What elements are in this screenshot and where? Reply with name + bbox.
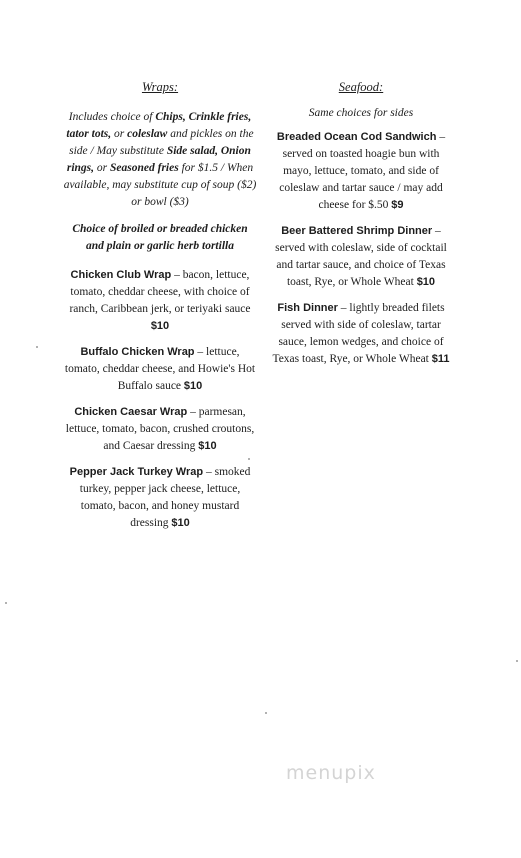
item-price: $9 [391, 199, 404, 211]
item-description: – lightly breaded filets served with side of coleslaw, tartar sauce, lemon wedges, and choice of Texas toast, Rye, or Whole Wheat [272, 302, 445, 365]
scan-speck [265, 712, 267, 714]
item-description: – served on toasted hoagie bun with mayo, lettuce, tomato, and side of coleslaw and tartar sauce / may add cheese for $.50 [279, 131, 446, 211]
item-name: Pepper Jack Turkey Wrap [69, 466, 204, 478]
item-name: Breaded Ocean Cod Sandwich [276, 131, 437, 143]
item-price: $11 [431, 353, 450, 365]
wraps-choice-note: Choice of broiled or breaded chicken and plain or garlic herb tortilla [72, 223, 248, 252]
item-price: $10 [150, 320, 170, 332]
wraps-heading: Wraps: [141, 80, 179, 94]
item-description: – lettuce, tomato, cheddar cheese, and Howie's Hot Buffalo sauce [64, 346, 256, 392]
menu-item-beer-battered-shrimp-dinner [272, 223, 450, 291]
item-name: Buffalo Chicken Wrap [80, 346, 195, 358]
menu-item-chicken-caesar-wrap [62, 404, 258, 455]
menu-item-fish-dinner [272, 300, 450, 368]
item-name: Beer Battered Shrimp Dinner [281, 225, 433, 237]
item-price: $10 [183, 380, 203, 392]
menu-item-buffalo-chicken-wrap [62, 344, 258, 395]
scan-speck [248, 458, 250, 460]
item-description: – smoked turkey, pepper jack cheese, lettuce, tomato, bacon, and honey mustard dressing [79, 466, 251, 529]
item-description: – parmesan, lettuce, tomato, bacon, crushed croutons, and Caesar dressing [65, 406, 255, 452]
item-name: Chicken Club Wrap [70, 269, 172, 281]
menu-item-breaded-ocean-cod-sandwich [272, 129, 450, 214]
watermark-logo: menupix [286, 762, 376, 784]
item-description: – bacon, lettuce, tomato, cheddar cheese, with choice of ranch, Caribbean jerk, or teriyaki sauce [69, 269, 251, 315]
item-name: Chicken Caesar Wrap [74, 406, 188, 418]
item-description: – served with coleslaw, side of cocktail and tartar sauce, and choice of Texas toast, Rye, or Whole Wheat [275, 225, 447, 288]
menu-item-pepper-jack-turkey-wrap [62, 464, 258, 532]
seafood-section [272, 80, 450, 377]
seafood-sides-note: Same choices for sides [308, 107, 414, 119]
menu-item-chicken-club-wrap [62, 267, 258, 335]
item-price: $10 [416, 276, 436, 288]
wraps-section [62, 80, 258, 541]
wraps-sides-note: Includes choice of Chips, Crinkle fries, tator tots, or coleslaw and pickles on the side / May substitute Side salad, Onion rings, or Seasoned fries for $1.5 / When available, may substitute cup of soup ($2) or bowl ($3) [63, 111, 257, 208]
scan-speck [516, 660, 518, 662]
item-name: Fish Dinner [277, 302, 338, 314]
item-price: $10 [198, 440, 217, 452]
scan-speck [5, 602, 7, 604]
seafood-heading: Seafood: [338, 80, 384, 94]
item-price: $10 [171, 517, 190, 529]
scan-speck [36, 346, 38, 348]
